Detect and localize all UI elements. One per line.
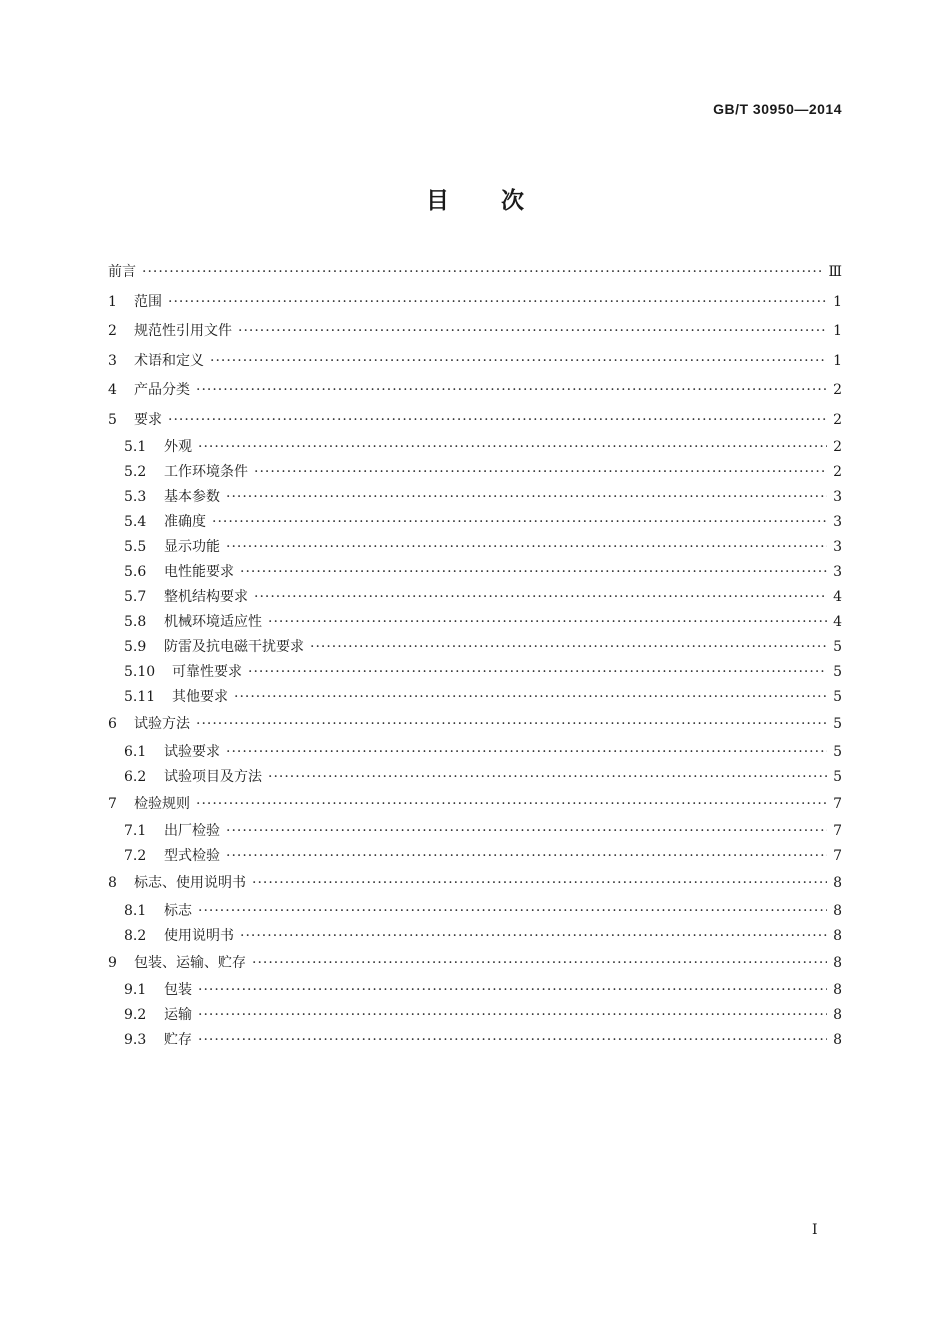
dot-leader — [254, 585, 827, 610]
toc-entry[interactable] — [108, 790, 842, 820]
toc-entry-page: 2 — [833, 411, 842, 428]
toc-entry-page: 3 — [833, 489, 842, 505]
dot-leader — [234, 685, 827, 710]
toc-subentry[interactable] — [108, 844, 842, 869]
toc-subentry[interactable] — [108, 765, 842, 790]
toc-entry-number: 7.2 — [124, 848, 147, 864]
dot-leader — [310, 635, 827, 660]
toc-subentry[interactable] — [108, 978, 842, 1003]
toc-entry-page: 8 — [833, 875, 842, 891]
toc-subentry[interactable] — [108, 610, 842, 635]
toc-entry-number: 7.1 — [124, 823, 147, 839]
toc-subentry[interactable] — [108, 485, 842, 510]
toc-entry[interactable] — [108, 347, 842, 377]
toc-entry-page: 4 — [833, 589, 842, 605]
toc-entry-title: 术语和定义 — [134, 352, 204, 369]
toc-entry-page: 5 — [833, 768, 842, 785]
dot-leader — [226, 740, 827, 765]
page-title — [0, 182, 950, 215]
toc-entry-title: 试验项目及方法 — [164, 768, 262, 785]
toc-entry-page: Ⅲ — [828, 264, 842, 280]
toc-entry[interactable] — [108, 406, 842, 436]
toc-entry-number: 9.3 — [124, 1032, 147, 1048]
toc-entry-number: 6 — [108, 716, 117, 732]
toc-entry-title: 准确度 — [164, 514, 206, 530]
toc-entry-title: 可靠性要求 — [172, 664, 242, 680]
dot-leader — [226, 535, 827, 560]
standard-code: GB/T 30950—2014 — [713, 101, 842, 117]
toc-entry[interactable] — [108, 317, 842, 347]
dot-leader — [198, 899, 827, 924]
toc-entry-title: 规范性引用文件 — [134, 323, 232, 339]
dot-leader — [210, 347, 827, 377]
dot-leader — [198, 435, 827, 460]
toc-entry-number: 5 — [108, 411, 117, 428]
toc-entry-title: 试验要求 — [164, 743, 220, 760]
toc-entry-title: 标志、使用说明书 — [134, 875, 246, 891]
toc-entry-number: 5.2 — [124, 464, 147, 480]
toc-subentry[interactable] — [108, 1003, 842, 1028]
toc-entry-page: 7 — [833, 795, 842, 812]
toc-entry-number: 2 — [108, 323, 117, 339]
dot-leader — [196, 376, 827, 406]
toc-entry-number: 8.2 — [124, 927, 147, 944]
toc-entry-title: 型式检验 — [164, 848, 220, 864]
toc-subentry[interactable] — [108, 560, 842, 585]
toc-subentry[interactable] — [108, 510, 842, 535]
toc-entry-title: 外观 — [164, 439, 192, 455]
dot-leader — [168, 406, 827, 436]
toc-entry-number: 5.11 — [124, 689, 156, 705]
toc-entry-title: 基本参数 — [164, 489, 220, 505]
toc-entry-page: 2 — [833, 439, 842, 455]
toc-entry-title: 前言 — [108, 264, 136, 280]
toc-entry-number: 5.9 — [124, 639, 147, 655]
toc-entry-page: 1 — [833, 293, 842, 310]
toc-entry-title: 试验方法 — [134, 716, 190, 732]
toc-entry[interactable] — [108, 258, 842, 288]
page-number: I — [812, 1222, 818, 1238]
toc-entry-number: 9.2 — [124, 1007, 147, 1023]
toc-entry-page: 7 — [833, 848, 842, 864]
toc-subentry[interactable] — [108, 1028, 842, 1053]
toc-entry-title: 出厂检验 — [164, 823, 220, 839]
dot-leader — [198, 1028, 827, 1053]
toc-entry-title: 范围 — [134, 293, 162, 310]
toc-entry-title: 检验规则 — [134, 795, 190, 812]
dot-leader — [268, 610, 827, 635]
toc-entry-title: 工作环境条件 — [164, 464, 248, 480]
title-char-1: 目 — [426, 187, 449, 214]
dot-leader — [198, 978, 827, 1003]
dot-leader — [248, 660, 827, 685]
toc-entry-number: 1 — [108, 293, 117, 310]
dot-leader — [198, 1003, 827, 1028]
dot-leader — [238, 317, 827, 347]
dot-leader — [252, 869, 827, 899]
toc-entry-title: 产品分类 — [134, 382, 190, 398]
dot-leader — [226, 819, 827, 844]
toc-entry-number: 5.1 — [124, 439, 147, 455]
toc-entry-number: 5.4 — [124, 514, 147, 530]
toc-entry-number: 9 — [108, 954, 117, 971]
toc-entry-page: 3 — [833, 564, 842, 580]
toc-subentry[interactable] — [108, 660, 842, 685]
toc-entry-number: 9.1 — [124, 982, 147, 998]
toc-entry-page: 5 — [833, 743, 842, 760]
title-char-2: 次 — [501, 187, 524, 214]
toc-entry-title: 电性能要求 — [164, 564, 234, 580]
toc-entry-title: 运输 — [164, 1007, 192, 1023]
toc-entry[interactable] — [108, 869, 842, 899]
toc-entry-number: 4 — [108, 382, 117, 398]
toc-entry-page: 2 — [833, 464, 842, 480]
toc-entry-title: 机械环境适应性 — [164, 614, 262, 630]
dot-leader — [254, 460, 827, 485]
dot-leader — [142, 258, 822, 288]
toc-entry-page: 7 — [833, 823, 842, 839]
toc-entry-page: 4 — [833, 614, 842, 630]
toc-subentry[interactable] — [108, 635, 842, 660]
toc-entry-number: 5.6 — [124, 564, 147, 580]
toc-entry-number: 7 — [108, 795, 117, 812]
toc-entry-number: 6.1 — [124, 743, 147, 760]
toc-entry-page: 8 — [833, 1032, 842, 1048]
toc-subentry[interactable] — [108, 740, 842, 765]
toc-entry[interactable] — [108, 949, 842, 979]
toc-entry-title: 显示功能 — [164, 539, 220, 555]
toc-entry-number: 5.5 — [124, 539, 147, 555]
dot-leader — [268, 765, 827, 790]
toc-subentry[interactable] — [108, 535, 842, 560]
toc-entry-number: 5.10 — [124, 664, 156, 680]
toc-entry-number: 5.7 — [124, 589, 147, 605]
toc-entry-page: 5 — [833, 664, 842, 680]
toc-entry-title: 包装、运输、贮存 — [134, 954, 246, 971]
toc-subentry[interactable] — [108, 460, 842, 485]
toc-entry-page: 3 — [833, 539, 842, 555]
toc-entry-page: 5 — [833, 716, 842, 732]
toc-entry-page: 8 — [833, 954, 842, 971]
table-of-contents — [108, 258, 842, 1053]
toc-subentry[interactable] — [108, 899, 842, 924]
toc-entry-page: 5 — [833, 639, 842, 655]
toc-entry-title: 使用说明书 — [164, 927, 234, 944]
toc-entry-title: 其他要求 — [172, 689, 228, 705]
toc-entry-title: 要求 — [134, 411, 162, 428]
toc-subentry[interactable] — [108, 819, 842, 844]
toc-entry-number: 6.2 — [124, 768, 147, 785]
dot-leader — [196, 790, 827, 820]
toc-subentry[interactable] — [108, 924, 842, 949]
toc-entry-page: 8 — [833, 927, 842, 944]
toc-entry-title: 防雷及抗电磁干扰要求 — [164, 639, 304, 655]
toc-entry[interactable] — [108, 710, 842, 740]
toc-subentry[interactable] — [108, 685, 842, 710]
toc-entry-page: 8 — [833, 902, 842, 919]
toc-entry-number: 3 — [108, 352, 117, 369]
toc-entry-page: 2 — [833, 382, 842, 398]
toc-subentry[interactable] — [108, 585, 842, 610]
dot-leader — [226, 844, 827, 869]
toc-entry-title: 整机结构要求 — [164, 589, 248, 605]
dot-leader — [212, 510, 827, 535]
dot-leader — [240, 924, 827, 949]
toc-entry-number: 8.1 — [124, 902, 147, 919]
toc-entry[interactable] — [108, 288, 842, 318]
toc-entry-title: 标志 — [164, 902, 192, 919]
toc-entry-page: 1 — [833, 323, 842, 339]
dot-leader — [252, 949, 827, 979]
toc-entry-number: 5.8 — [124, 614, 147, 630]
toc-entry-number: 8 — [108, 875, 117, 891]
toc-subentry[interactable] — [108, 435, 842, 460]
dot-leader — [240, 560, 827, 585]
dot-leader — [196, 710, 827, 740]
toc-entry-page: 3 — [833, 514, 842, 530]
toc-entry-number: 5.3 — [124, 489, 147, 505]
dot-leader — [168, 288, 827, 318]
toc-entry-page: 5 — [833, 689, 842, 705]
dot-leader — [226, 485, 827, 510]
toc-entry[interactable] — [108, 376, 842, 406]
toc-entry-title: 贮存 — [164, 1032, 192, 1048]
toc-entry-page: 8 — [833, 1007, 842, 1023]
toc-entry-page: 8 — [833, 982, 842, 998]
toc-entry-page: 1 — [833, 352, 842, 369]
toc-entry-title: 包装 — [164, 982, 192, 998]
